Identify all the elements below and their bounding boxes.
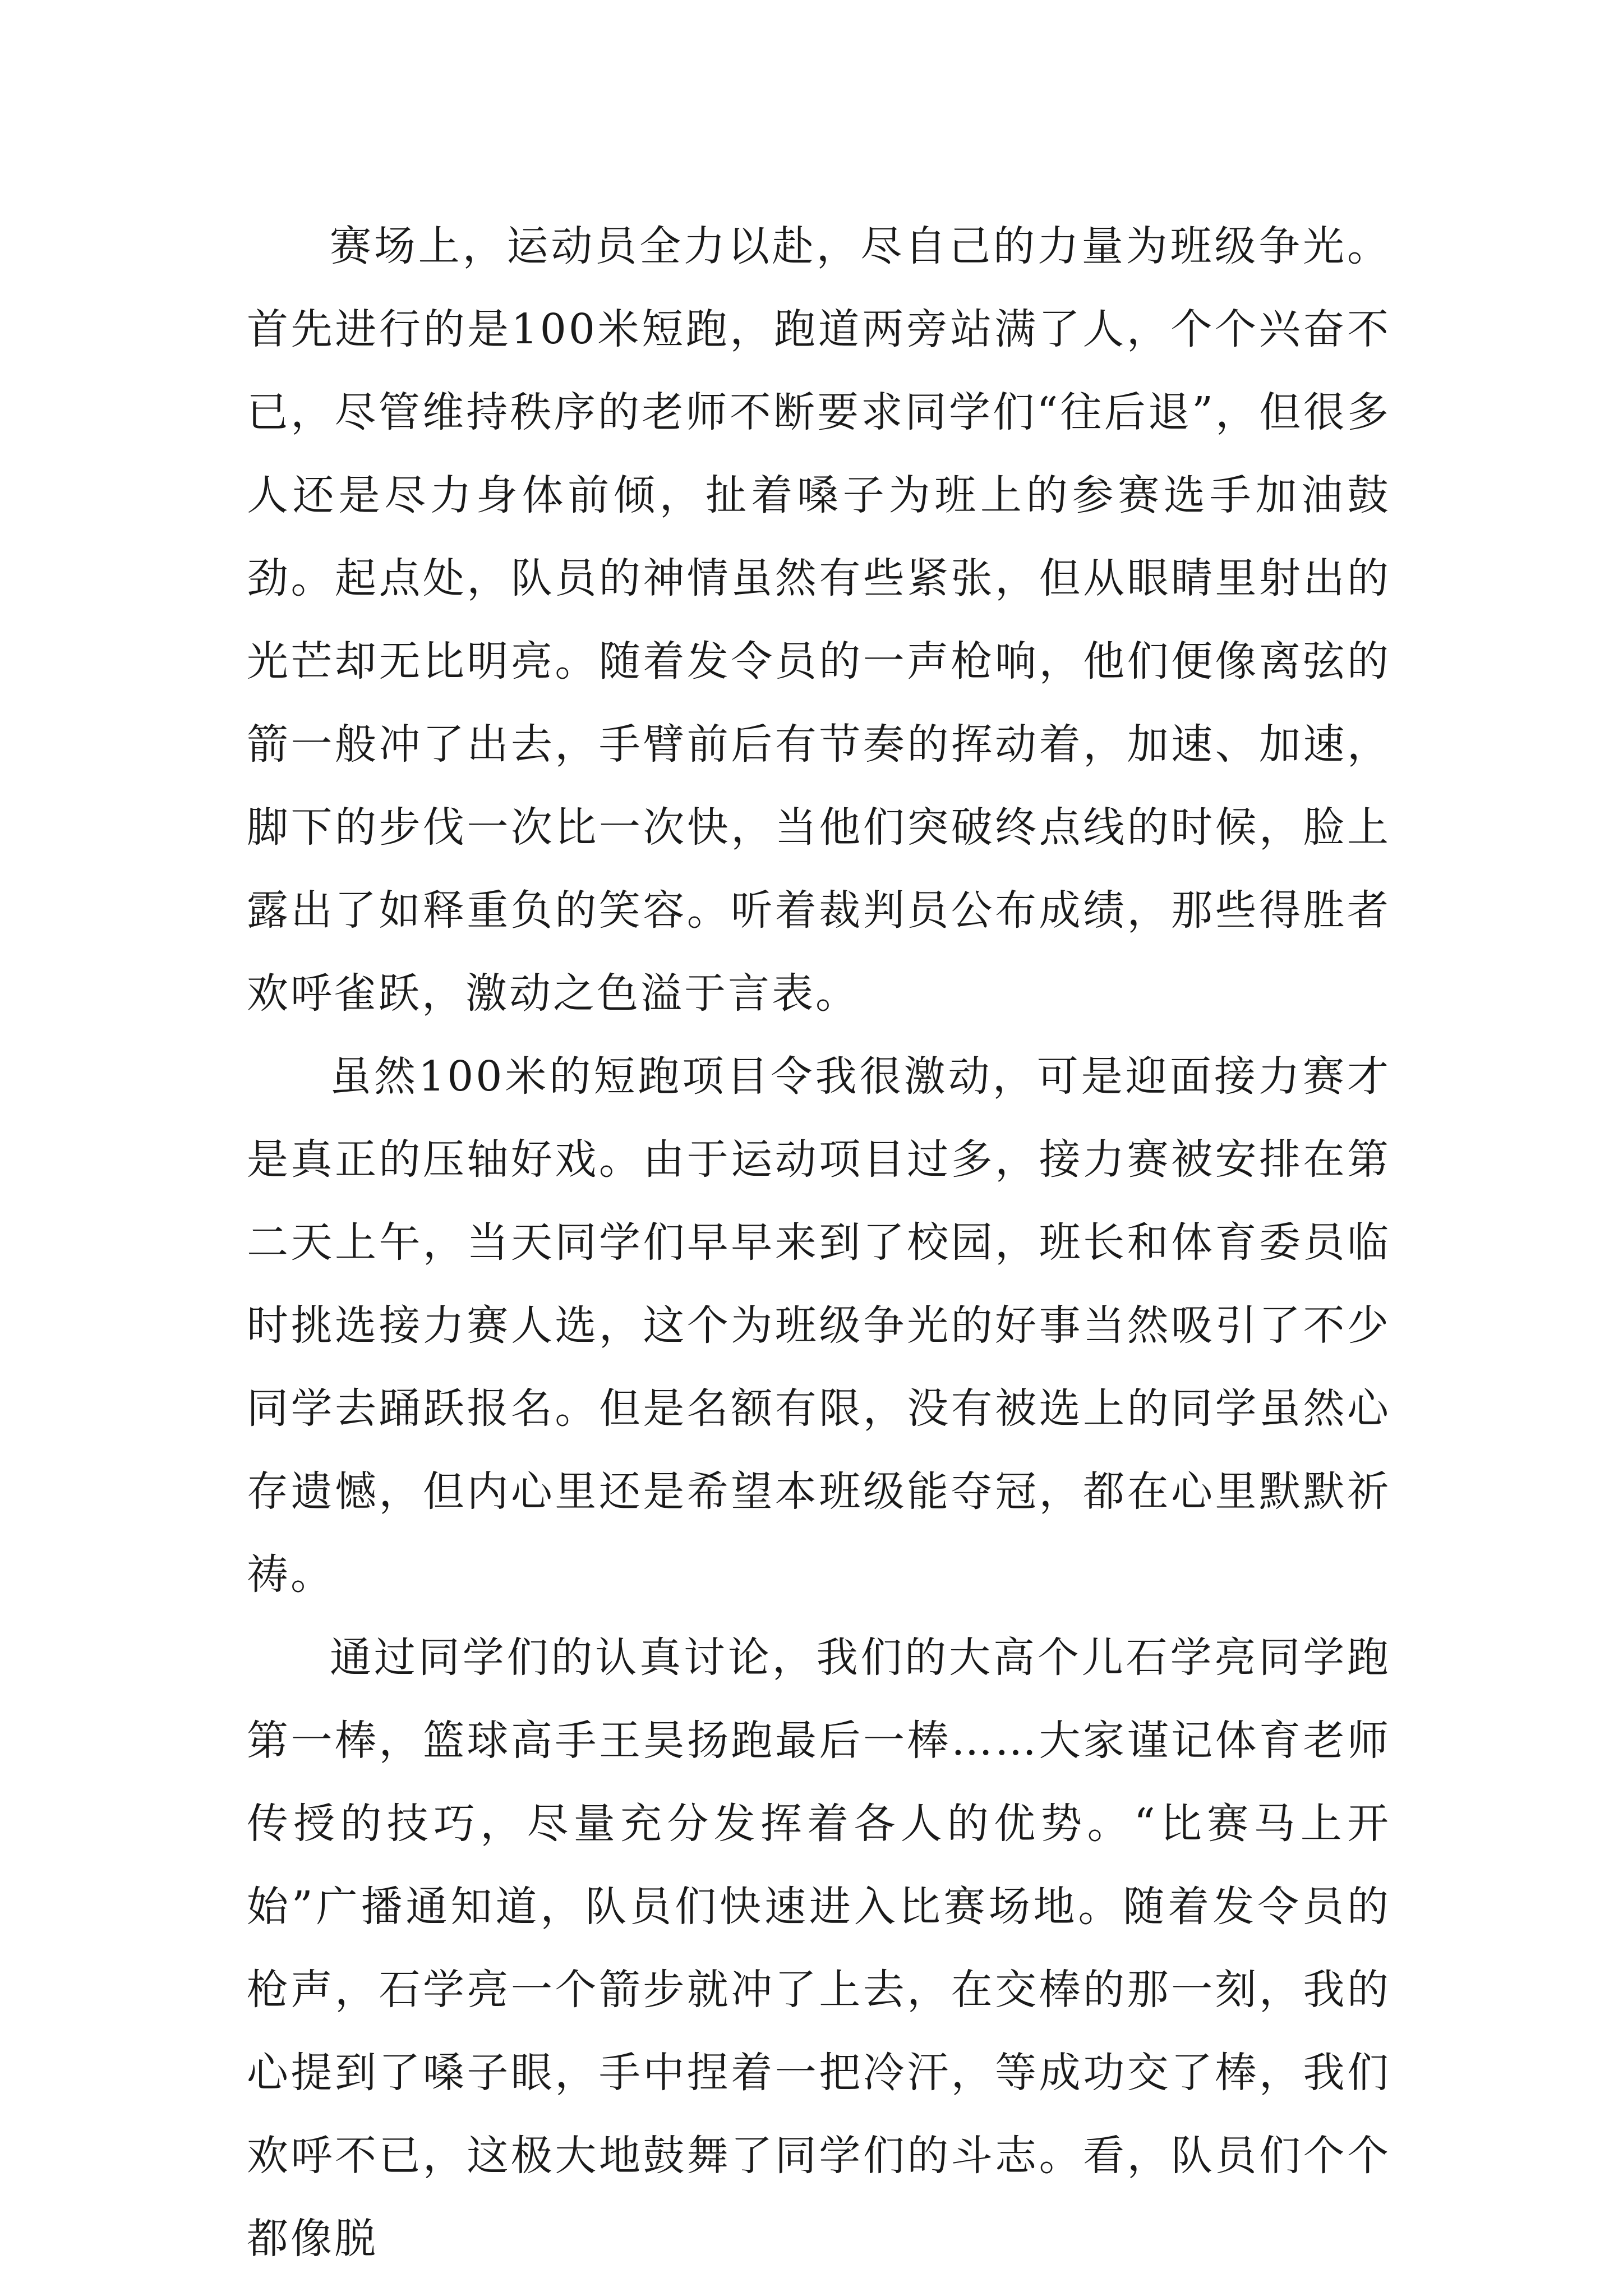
paragraph-relay-race: 通过同学们的认真讨论，我们的大高个儿石学亮同学跑第一棒，篮球高手王昊扬跑最后一棒……大家谨记体育老师传授的技巧，尽量充分发挥着各人的优势。“比赛马上开始”广播通知道，队员们快速进入比赛场地。随着发令员的枪声，石学亮一个箭步就冲了上去，在交棒的那一刻，我的心提到了嗓子眼，手中捏着一把冷汗，等成功交了棒，我们欢呼不已，这极大地鼓舞了同学们的斗志。看，队员们个个都像脱 xyxy=(247,1634,1391,2263)
paragraph-sprint-race: 赛场上，运动员全力以赴，尽自己的力量为班级争光。首先进行的是100米短跑，跑道两旁站满了人，个个兴奋不已，尽管维持秩序的老师不断要求同学们“往后退”，但很多人还是尽力身体前倾，扯着嗓子为班上的参赛选手加油鼓劲。起点处，队员的神情虽然有些紧张，但从眼睛里射出的光芒却无比明亮。随着发令员的一声枪响，他们便像离弦的箭一般冲了出去，手臂前后有节奏的挥动着，加速、加速，脚下的步伐一次比一次快，当他们突破终点线的时候，脸上露出了如释重负的笑容。听着裁判员公布成绩，那些得胜者欢呼雀跃，激动之色溢于言表。 xyxy=(247,222,1391,1018)
paragraph-relay-selection: 虽然100米的短跑项目令我很激动，可是迎面接力赛才是真正的压轴好戏。由于运动项目过多，接力赛被安排在第二天上午，当天同学们早早来到了校园，班长和体育委员临时挑选接力赛人选，这个为班级争光的好事当然吸引了不少同学去踊跃报名。但是名额有限，没有被选上的同学虽然心存遗憾，但内心里还是希望本班级能夺冠，都在心里默默祈祷。 xyxy=(247,1052,1391,1599)
body-text xyxy=(247,205,1391,2280)
